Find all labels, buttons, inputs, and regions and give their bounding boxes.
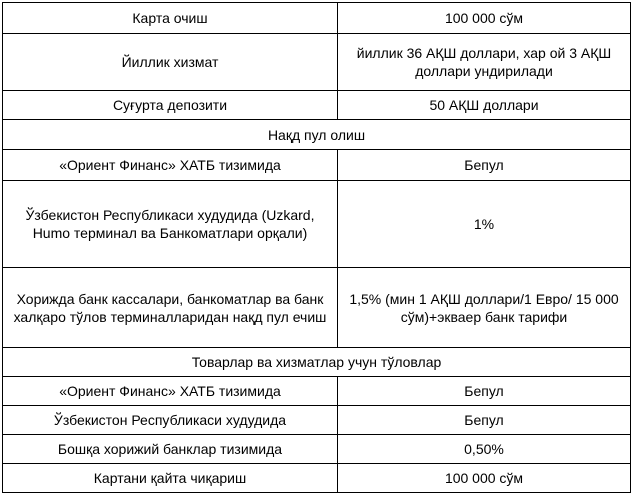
row-label: «Ориент Финанс» ХАТБ тизимида	[3, 150, 338, 181]
row-value: 100 000 сўм	[338, 464, 631, 493]
section-row	[3, 348, 631, 377]
table-row	[3, 181, 631, 268]
row-label: Суғурта депозити	[3, 91, 338, 120]
row-value: 0,50%	[338, 435, 631, 464]
row-value: Бепул	[338, 406, 631, 435]
tariff-table	[2, 2, 631, 493]
row-label: Ўзбекистон Республикаси худудида (Uzkard, Humo терминал ва Банкоматлари орқали)	[3, 181, 338, 268]
row-value: 1,5% (мин 1 АҚШ доллари/1 Евро/ 15 000 сўм)+экваер банк тарифи	[338, 268, 631, 348]
row-label: Йиллик хизмат	[3, 34, 338, 91]
row-label: Хорижда банк кассалари, банкоматлар ва банк халқаро тўлов терминалларидан нақд пул ечиш	[3, 268, 338, 348]
table-row	[3, 268, 631, 348]
table-row	[3, 3, 631, 34]
row-value: 50 АҚШ доллари	[338, 91, 631, 120]
section-row	[3, 120, 631, 150]
table-row	[3, 377, 631, 406]
row-label: Ўзбекистон Республикаси худудида	[3, 406, 338, 435]
table-row	[3, 91, 631, 120]
row-value: Бепул	[338, 377, 631, 406]
row-label: Бошқа хорижий банклар тизимида	[3, 435, 338, 464]
table-row	[3, 34, 631, 91]
row-value: Бепул	[338, 150, 631, 181]
row-label: «Ориент Финанс» ХАТБ тизимида	[3, 377, 338, 406]
table-row	[3, 464, 631, 493]
section-heading: Нақд пул олиш	[3, 120, 631, 150]
table-row	[3, 435, 631, 464]
row-label: Картани қайта чиқариш	[3, 464, 338, 493]
row-value: йиллик 36 АҚШ доллари, хар ой 3 АҚШ доллари ундирилади	[338, 34, 631, 91]
row-value: 1%	[338, 181, 631, 268]
row-value: 100 000 сўм	[338, 3, 631, 34]
section-heading: Товарлар ва хизматлар учун тўловлар	[3, 348, 631, 377]
table-row	[3, 406, 631, 435]
table-row	[3, 150, 631, 181]
row-label: Карта очиш	[3, 3, 338, 34]
